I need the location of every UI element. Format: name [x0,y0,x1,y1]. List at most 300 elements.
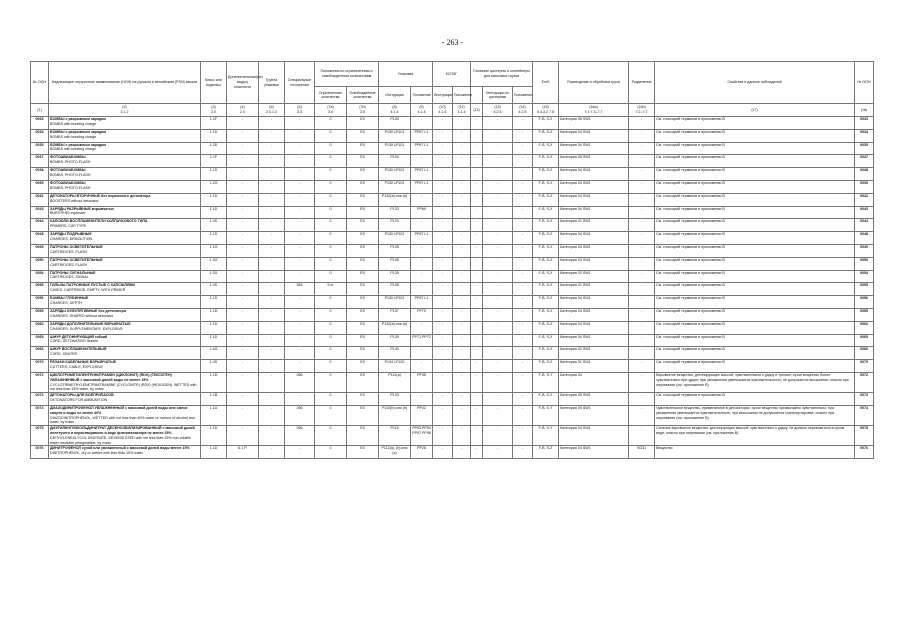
column-number: (14) [519,105,526,110]
cell-cls: 1.4S [201,360,227,373]
cell-tp: - [513,155,533,168]
cell-stow: Категория 05 SW1 [559,393,629,406]
cell-ti: - [483,129,513,142]
header-packing-group: Группа упаковки [259,62,285,104]
cell-pp: PP67 L1 [411,232,433,245]
un-number-cell: 0072 [31,372,49,392]
cell-sub: - [227,405,259,425]
cell-pg: - [259,372,285,392]
properties-cell: См. глоссарий терминов в приложении В [655,117,855,130]
column-number-cell [411,104,433,117]
properties-cell: См. глоссарий терминов в приложении В [655,257,855,270]
column-reference: 4.1.4 [417,110,426,114]
cell-pi: P112(a) [379,372,411,392]
cell-t12: - [471,219,483,232]
cell-stow: Категория 01 SW1 [559,360,629,373]
cell-eq: E0 [347,193,379,206]
un-number-cell: 0074 [31,405,49,425]
shipping-name-cell [49,283,201,296]
cell-ip: - [453,129,471,142]
dangerous-goods-table [30,61,874,459]
column-number-cell [855,104,874,117]
table-row [31,155,874,168]
shipping-name-en: BOMBS, PHOTO-FLASH [50,160,91,165]
cell-ii: - [433,283,453,296]
cell-cls: 1.1D [201,426,227,446]
cell-sub: - [227,296,259,309]
cell-stow: Категория 04 SW1 [559,232,629,245]
properties-cell: Взрывчатое вещество, детонирующее массой, чувствительное к удару и трению; сухое вещество более чувствительно при ударе; при увлажнении уменьшается чувствительность; не допускается высыхание; опасно при нагревании (см. приложение В) [655,372,855,392]
properties-cell: Сильное взрывчатое вещество, детонирующее массой; чувствительно к удару; не должно перевозиться в сухом виде; опасно при нагревании (см. приложение В) [655,426,855,446]
cell-tp: - [513,193,533,206]
cell-eq: E0 [347,180,379,193]
cell-seg: - [629,393,655,406]
shipping-name-en: PRIMERS, CAP TYPE [50,224,87,229]
header-ibc: КСГМГ [433,62,471,87]
shipping-name-en: BOMBS with bursting charge [50,121,97,126]
cell-sp: - [285,308,315,321]
cell-pi: P137 [379,308,411,321]
cell-sp: 266 [285,372,315,392]
cell-sub: - [227,372,259,392]
column-number: (18) [860,107,868,112]
un-number-cell: 0035 [31,142,49,155]
cell-eq: E0 [347,117,379,130]
un-number-cell: 0055 [31,283,49,296]
shipping-name-ru: КАПСЮЛИ-ВОСПЛАМЕНИТЕЛИ КОЛПАЧКОВОГО ТИПА [50,219,148,224]
cell-pp: - [411,155,433,168]
column-reference: 4.1.4 [457,110,466,114]
table-row [31,129,874,142]
shipping-name-en: BOMBS with bursting charge [50,147,97,152]
page-number: - 263 - [441,38,464,47]
cell-eq: E0 [347,232,379,245]
table-row [31,334,874,347]
cell-sub: - [227,180,259,193]
cell-ip: - [453,219,471,232]
cell-stow: Категория 04 SW1 [559,193,629,206]
cell-seg: - [629,155,655,168]
shipping-name-ru: ЗАРЯДЫ ДОПОЛНИТЕЛЬНЫЕ ВЗРЫВЧАТЫЕ [50,321,131,326]
shipping-name-ru: БОМБЫ с разрывным зарядом [50,142,106,147]
cell-lq: 0 [315,296,347,309]
cell-seg: - [629,206,655,219]
shipping-name-en: CHARGES, DEPTH [50,300,82,305]
cell-cls: 1.1D [201,321,227,334]
un-number-right-cell: 0073 [855,393,874,406]
un-number-right-cell: 0070 [855,360,874,373]
table-body [31,117,874,459]
cell-sp: - [285,296,315,309]
cell-ems: F-B, S-X [533,155,559,168]
cell-ip: - [453,180,471,193]
cell-ems: F-B, S-X [533,232,559,245]
properties-cell: См. глоссарий терминов в приложении В [655,244,855,257]
shipping-name-en: CHARGES, DEMOLITION [50,236,93,241]
cell-eq: E0 [347,270,379,283]
cell-ip: - [453,117,471,130]
cell-seg: - [629,219,655,232]
cell-cls: 1.1G [201,244,227,257]
cell-eq: E0 [347,360,379,373]
cell-eq: E0 [347,129,379,142]
header-subsidiary-hazard: Дополнительная(ые) вид(ы) опасности [227,62,259,104]
cell-ems: F-B, S-X [533,334,559,347]
shipping-name-cell [49,257,201,270]
column-number: (5) [269,105,274,110]
cell-seg: - [629,117,655,130]
cell-t12: - [471,117,483,130]
cell-tp: - [513,180,533,193]
cell-seg: SG31 [629,446,655,459]
table-row [31,308,874,321]
shipping-name-en: CHARGES, SUPPLEMENTARY, EXPLOSIVE [50,326,123,331]
un-number-right-cell: 0076 [855,446,874,459]
cell-ip: - [453,155,471,168]
cell-cls: 1.1D [201,193,227,206]
cell-eq: E0 [347,321,379,334]
cell-pi: P130 LP101 [379,142,411,155]
shipping-name-ru: ДЕТОНАТОРЫ ДЛЯ БОЕПРИПАСОВ [50,393,114,398]
cell-ii: - [433,168,453,181]
shipping-name-cell [49,244,201,257]
cell-pg: - [259,117,285,130]
cell-seg: - [629,129,655,142]
shipping-name-ru: ЗАРЯДЫ ПОДРЫВНЫЕ [50,232,92,237]
cell-stow: Категория 04 SW1 [559,321,629,334]
shipping-name-ru: ФОТОАВИАБОМБЫ [50,168,86,173]
column-reference: 3.5 [360,110,365,114]
table-row [31,257,874,270]
cell-pp: PP71 PP72 [411,334,433,347]
cell-ip: - [453,347,471,360]
cell-pp: PP67 L1 [411,180,433,193]
cell-t12: - [471,296,483,309]
cell-tp: - [513,168,533,181]
cell-lq: 0 [315,232,347,245]
cell-ii: - [433,308,453,321]
cell-pp: PP42 [411,405,433,425]
un-number-cell: 0042 [31,193,49,206]
cell-ems: F-B, S-X [533,206,559,219]
cell-pp: - [411,257,433,270]
cell-ii: - [433,117,453,130]
shipping-name-cell [49,168,201,181]
cell-t12: - [471,372,483,392]
shipping-name-en: CASES, CARTRIDGE, EMPTY, WITH PRIMER [50,288,126,293]
cell-sub: - [227,347,259,360]
table-row [31,426,874,446]
column-reference: 3.3 [297,110,302,114]
cell-sub: - [227,168,259,181]
cell-t12: - [471,180,483,193]
cell-pp: PP69 [411,206,433,219]
cell-pg: - [259,193,285,206]
cell-ti: - [483,244,513,257]
un-number-cell: 0056 [31,296,49,309]
cell-lq: 0 [315,129,347,142]
cell-sub: - [227,270,259,283]
cell-seg: - [629,142,655,155]
cell-sp: - [285,334,315,347]
cell-seg: - [629,168,655,181]
shipping-name-ru: ЗАРЯДЫ РАЗРЫВНЫЕ взрывчатые [50,206,115,211]
cell-pg: - [259,426,285,446]
cell-stow: Категория 03 SW1 [559,257,629,270]
cell-stow: Категория 05 SW1 [559,405,629,425]
un-number-cell: 0037 [31,155,49,168]
cell-pp: - [411,193,433,206]
cell-eq: E0 [347,426,379,446]
table-row [31,405,874,425]
cell-stow: Категория 03 SW1 [559,180,629,193]
cell-tp: - [513,270,533,283]
header-excepted-qty: Освобожденные количества [347,87,379,104]
column-reference: 4.1.4 [390,110,399,114]
shipping-name-cell [49,193,201,206]
cell-lq: 5 кг [315,283,347,296]
table-row [31,296,874,309]
properties-cell: См. глоссарий терминов в приложении В [655,180,855,193]
cell-ti: - [483,296,513,309]
cell-ems: F-B, S-X [533,393,559,406]
un-number-right-cell: 0050 [855,257,874,270]
cell-cls: 1.1D [201,296,227,309]
cell-eq: E0 [347,142,379,155]
cell-lq: 0 [315,321,347,334]
cell-pg: - [259,321,285,334]
cell-sub: - [227,257,259,270]
cell-ip: - [453,405,471,425]
properties-cell: См. глоссарий терминов в приложении В [655,232,855,245]
header-packing-instructions: Инструкции [379,87,411,104]
cell-pp: - [411,321,433,334]
cell-lq: 0 [315,219,347,232]
cell-ii: - [433,180,453,193]
shipping-name-en: CUTTERS, CABLE, EXPLOSIVE [50,364,103,369]
cell-t12: - [471,129,483,142]
shipping-name-cell [49,117,201,130]
cell-eq: E0 [347,372,379,392]
cell-t12: - [471,257,483,270]
cell-stow: Категория 04 SW1 [559,296,629,309]
cell-ems: F-B, S-X [533,219,559,232]
column-number-cell [259,104,285,117]
shipping-name-en: CORD, DETONATING flexible [50,339,98,344]
cell-t12: - [471,270,483,283]
cell-pi: P132(a) или (b) [379,193,411,206]
cell-ti: - [483,334,513,347]
properties-cell: См. глоссарий терминов в приложении В [655,308,855,321]
column-number-cell [227,104,259,117]
cell-sub: - [227,334,259,347]
cell-ii: - [433,347,453,360]
cell-ip: - [453,270,471,283]
shipping-name-ru: БОМБЫ с разрывным зарядом [50,129,106,134]
shipping-name-cell [49,393,201,406]
shipping-name-cell [49,334,201,347]
cell-ti: - [483,393,513,406]
header-ems: EmS [533,62,559,104]
cell-ip: - [453,393,471,406]
shipping-name-ru: БОМБЫ ГЛУБИННЫЕ [50,296,89,301]
un-number-right-cell: 0059 [855,308,874,321]
cell-eq: E0 [347,257,379,270]
cell-cls: 1.3G [201,270,227,283]
shipping-name-en: BOMBS, PHOTO-FLASH [50,185,91,190]
cell-cls: 1.2G [201,180,227,193]
header-ibc-instructions: Инструкции [433,87,453,104]
cell-ems: F-B, S-X [533,270,559,283]
properties-cell: См. глоссарий терминов в приложении В [655,347,855,360]
column-number: (17) [751,107,758,112]
cell-stow: Категория 04 SW1 [559,426,629,446]
cell-ii: - [433,372,453,392]
cell-pi: P135 [379,244,411,257]
cell-tp: - [513,244,533,257]
cell-t12: - [471,142,483,155]
shipping-name-en: CARTRIDGES, FLASH [50,262,88,267]
cell-pg: - [259,393,285,406]
cell-lq: 0 [315,372,347,392]
cell-eq: E0 [347,206,379,219]
cell-cls: 1.1F [201,155,227,168]
cell-t12: - [471,193,483,206]
cell-pi: P130 LP101 [379,232,411,245]
cell-seg: - [629,334,655,347]
cell-pp: PP45 [411,372,433,392]
cell-seg: - [629,372,655,392]
column-number: (16a) [589,105,598,110]
cell-seg: - [629,296,655,309]
un-number-cell: 0066 [31,347,49,360]
shipping-name-ru: ДЕТОНАТОРЫ ВТОРИЧНЫЕ без первичного детонатора [50,193,151,198]
cell-stow: Категория 01 SW1 [559,219,629,232]
cell-seg: - [629,270,655,283]
cell-ii: - [433,193,453,206]
shipping-name-ru: ДИАЗОДИНИТРОФЕНОЛ УВЛАЖНЕННЫЙ с массовой долей воды или смеси спирта и воды не менее 40% [50,405,188,415]
column-reference: 2.0 [240,110,245,114]
cell-tp: - [513,206,533,219]
column-reference: 2.0.1.3 [266,110,277,114]
column-reference: 3.4 [328,110,333,114]
cell-pi: P115 [379,426,411,446]
table-row [31,193,874,206]
table-row [31,244,874,257]
cell-tp: - [513,393,533,406]
header-tank-provisions: Положения [513,87,533,104]
column-number: (15) [542,105,549,110]
cell-sub: - [227,219,259,232]
cell-t12: - [471,232,483,245]
cell-cls: 1.1D [201,168,227,181]
cell-seg: - [629,244,655,257]
cell-t12: - [471,321,483,334]
cell-stow: Категория 05 SW1 [559,117,629,130]
cell-ti: - [483,270,513,283]
cell-pg: - [259,347,285,360]
table-row [31,393,874,406]
column-number-cell [471,104,483,117]
cell-ems: F-B, S-X [533,347,559,360]
cell-pg: - [259,296,285,309]
cell-ems: F-B, S-Y [533,405,559,425]
header-tanks: Съемные цистерны и контейнеры для массовых грузов [471,62,533,87]
properties-cell: См. глоссарий терминов в приложении В [655,129,855,142]
cell-pg: - [259,129,285,142]
cell-tp: - [513,334,533,347]
cell-lq: 0 [315,193,347,206]
cell-t12: - [471,393,483,406]
header-tank-instructions: Инструкции по цистернам [483,87,513,104]
cell-pi: P139 [379,334,411,347]
cell-tp: - [513,321,533,334]
properties-cell: См. глоссарий терминов в приложении В [655,334,855,347]
cell-stow: Категория 04 SW1 [559,308,629,321]
column-reference: 7.2–7.7 [635,110,648,114]
cell-pp: - [411,244,433,257]
cell-lq: 0 [315,168,347,181]
cell-ti: - [483,206,513,219]
header-un-no: № ООН [31,62,49,104]
cell-ems: F-B, S-Z [533,446,559,459]
cell-ti: - [483,405,513,425]
un-number-cell: 0076 [31,446,49,459]
cell-sub: - [227,308,259,321]
shipping-name-en: CORD, IGNITER [50,352,78,357]
cell-seg: - [629,308,655,321]
cell-t12: - [471,334,483,347]
cell-lq: 0 [315,393,347,406]
cell-ems: F-B, S-X [533,168,559,181]
cell-ip: - [453,372,471,392]
cell-ti: - [483,360,513,373]
column-reference: 3.1.2 [120,110,129,114]
cell-pg: - [259,360,285,373]
cell-t12: - [471,155,483,168]
column-reference: 4.2.5 [518,110,527,114]
shipping-name-ru: РЕЗАКИ КАБЕЛЬНЫЕ ВЗРЫВЧАТЫЕ [50,360,117,365]
column-number-cell [201,104,227,117]
cell-ii: - [433,321,453,334]
cell-ti: - [483,180,513,193]
cell-pi: P135 [379,257,411,270]
column-number-cell [347,104,379,117]
column-number: (8) [392,105,397,110]
table-row [31,270,874,283]
column-number: (16b) [637,105,646,110]
shipping-name-cell [49,206,201,219]
un-number-right-cell: 0048 [855,232,874,245]
properties-cell: См. глоссарий терминов в приложении В [655,168,855,181]
shipping-name-ru: ДИЭТИЛЕНГЛИКОЛЬДИНИТРАТ ДЕСЕНСИБИЛИЗИРОВАННЫЙ с массовой долей нелетучего и нерастворимого в воде флегматизатора не менее 25% [50,426,195,435]
shipping-name-ru: ФОТОАВИАБОМБЫ [50,155,86,160]
cell-ti: - [483,308,513,321]
column-number: (6) [297,105,302,110]
cell-ti: - [483,426,513,446]
table-row [31,347,874,360]
cell-stow: Категория 03 SW1 [559,270,629,283]
table-row [31,142,874,155]
cell-ii: - [433,232,453,245]
shipping-name-cell [49,347,201,360]
cell-pi: P135 [379,270,411,283]
table-row [31,117,874,130]
cell-ip: - [453,283,471,296]
cell-stow: Категория 04 SW1 [559,206,629,219]
cell-sp: - [285,219,315,232]
shipping-name-en: CHARGES, SHAPED without detonator [50,313,114,318]
